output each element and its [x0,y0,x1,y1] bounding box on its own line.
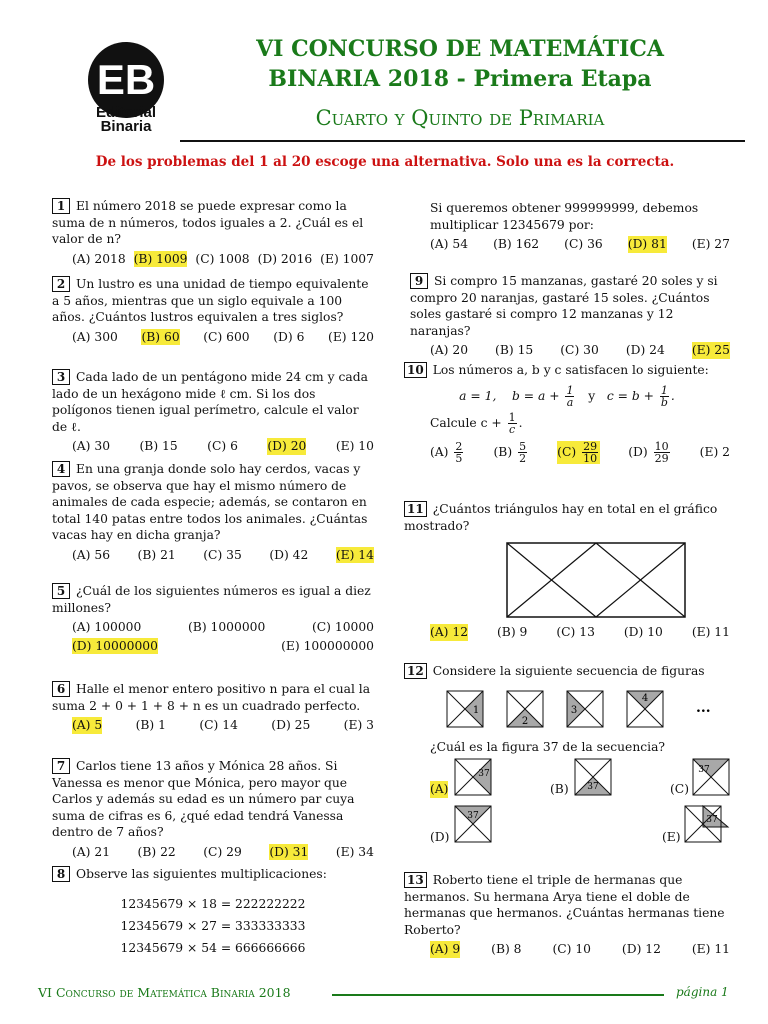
sequence-figure-3 [567,691,603,727]
option-a[interactable]: (A) 30 [72,439,111,453]
option-c[interactable]: (C) 10 [552,942,591,956]
option-e[interactable]: (E) 34 [335,844,374,859]
option-e[interactable]: (E) 1007 [320,251,374,266]
option-b[interactable]: (B) 21 [137,547,176,562]
triangles-figure [506,542,686,618]
option-c[interactable]: (C) 10000 [311,620,374,634]
ellipsis: ... [696,700,711,716]
option-a[interactable]: (A) $\frac{2}{5}$ [430,439,463,465]
option-e[interactable]: (E) 3 [343,718,374,732]
option-b[interactable]: (B) $\frac{5}{2}$ [493,439,527,465]
option-a[interactable]: (A) 300 [72,329,118,344]
option-b[interactable]: (B) 22 [137,844,176,859]
q12-option-d[interactable]: (D) [430,830,450,844]
svg-text:4: 4 [641,693,649,704]
option-c[interactable]: (C) 36 [564,237,603,251]
equation-and: y [588,388,596,403]
footer-left: VI Concurso de Matemática Binaria 2018 [38,985,291,1000]
option-b[interactable]: (B) 1009 [133,251,188,266]
svg-text:37: 37 [587,782,599,792]
option-c[interactable]: (C) 30 [560,343,599,357]
option-c[interactable]: (C) 6 [207,439,238,453]
logo-text-1: Editorial [95,104,156,121]
question-text: Observe las siguientes multiplicaciones: [76,867,327,881]
logo-text-2: Binaria [100,118,152,135]
option-e[interactable]: (E) 25 [691,343,730,357]
question-3 [52,369,374,455]
option-a[interactable]: (A) 20 [430,343,469,357]
instruction: De los problemas del 1 al 20 escoge una alternativa. Solo una es la correcta. [95,154,675,170]
option-d[interactable]: (D) 10000000 [72,638,158,653]
question-number: 1 [52,198,70,214]
question-number: 5 [52,583,70,599]
option-d[interactable]: (D) $\frac{10}{29}$ [628,439,669,465]
option-d[interactable]: (D) 2016 [257,251,313,266]
multiplication-line: 12345679 × 54 = 666666666 [120,940,306,955]
option-c[interactable]: (C) 600 [203,329,250,344]
question-text: Si compro 15 manzanas, gastaré 20 soles y si compro 20 naranjas, gastaré 15 soles. ¿Cuántos soles gastaré si compro 12 manzanas y 12 naranjas? [410,274,718,338]
question-text: ¿Cuántos triángulos hay en total en el gráfico mostrado? [404,502,718,533]
fraction: $\frac{1}{c}$ [508,410,516,436]
question-text: Los números a, b y c satisfacen lo siguiente: [432,363,709,377]
sequence-figure-2 [507,691,543,727]
multiplication-line: 12345679 × 27 = 333333333 [120,918,306,933]
option-b[interactable]: (B) 9 [497,625,528,639]
question-4 [52,461,374,563]
svg-text:37: 37 [698,765,710,775]
question-text: El número 2018 se puede expresar como la suma de n números, todos iguales a 2. ¿Cuál es el valor de n? [52,199,364,246]
q12-figure-e [684,805,730,843]
option-b[interactable]: (B) 15 [139,439,178,453]
question-8-continued [410,200,730,253]
question-text: Cada lado de un pentágono mide 24 cm y cada lado de un hexágono mide ℓ cm. Si los dos polígonos tienen igual perímetro, calcule el valor de ℓ. [52,370,368,434]
option-d[interactable]: (D) 81 [627,237,667,251]
q12-figure-a [454,758,492,796]
option-e[interactable]: (E) 2 [699,444,730,459]
option-a[interactable]: (A) 9 [430,942,461,956]
question-text: En una granja donde solo hay cerdos, vacas y pavos, se observa que hay el mismo número de animales de cada especie; además, se contaron en total 140 patas entre todos los animales. ¿Cuántas vacas hay en dicha granja? [52,462,368,542]
option-a[interactable]: (A) 21 [72,844,111,859]
question-number: 9 [410,273,428,289]
question-10: 10 Los números a, b y c satisfacen lo siguiente: a = 1, b = a + $\frac{1}{a}$ y c = b + $\frac{1}{b}$ . Calcule c + $\frac{1}{c}$ . (A) $\frac{2}{5}$ (B) $\frac{5}{2}$ (C) $\frac{29}{10}$ (D) $\frac{10}{29}$ (E) 2 [404,362,730,464]
option-e[interactable]: (E) 10 [335,439,374,453]
question-number: 6 [52,681,70,697]
option-e[interactable]: (E) 120 [328,329,374,344]
option-d[interactable]: (D) 20 [267,439,307,453]
option-d[interactable]: (D) 6 [273,329,305,344]
question-1 [52,198,374,267]
fraction: $\frac{1}{b}$ [660,383,668,409]
multiplication-line: 12345679 × 18 = 222222222 [120,896,306,911]
sequence-figure-4 [627,691,663,727]
option-b[interactable]: (B) 15 [495,343,534,357]
option-c[interactable]: (C) 13 [556,625,595,639]
question-text: Roberto tiene el triple de hermanas que hermanos. Su hermana Arya tiene el doble de hermanas que hermanos. ¿Cuántas hermanas tiene Roberto? [404,873,725,937]
title-line-2: BINARIA 2018 - Primera Etapa [268,66,652,92]
question-number: 3 [52,369,70,385]
question-number: 10 [404,362,427,378]
svg-text:2: 2 [521,716,529,727]
option-b[interactable]: (B) 162 [493,237,540,251]
option-e[interactable]: (E) 100000000 [281,638,374,653]
svg-text:37: 37 [706,815,718,825]
option-d[interactable]: (D) 42 [269,547,309,562]
question-text: Si queremos obtener 999999999, debemos multiplicar 12345679 por: [430,201,699,232]
question-text: Un lustro es una unidad de tiempo equivalente a 5 años, mientras que un siglo equivale a 100 años. ¿Cuántos lustros equivalen a tres siglos? [52,277,369,324]
svg-text:3: 3 [570,705,578,716]
option-d[interactable]: (D) 10 [623,625,663,639]
option-a[interactable]: (A) 2018 [72,251,126,266]
q12-figure-c [692,758,730,796]
equation-b: b = a + [512,388,560,403]
svg-text:EB: EB [96,56,156,103]
q12-figure-d [454,805,492,843]
option-b[interactable]: (B) 60 [141,329,180,344]
option-a[interactable]: (A) 5 [72,718,103,732]
q12-figure-b [574,758,612,796]
option-c[interactable]: (C) 1008 [195,251,250,266]
equation-c: c = b + [606,388,654,403]
question-number: 12 [404,663,427,679]
option-d[interactable]: (D) 31 [269,844,309,859]
svg-text:1: 1 [472,705,480,716]
sequence-figure-1 [447,691,483,727]
q12-option-c[interactable]: (C) [670,782,690,796]
header-rule [180,140,745,142]
question-5 [52,583,374,654]
option-e[interactable]: (E) 11 [691,625,730,639]
option-c[interactable]: (C) $\frac{29}{10}$ [557,441,600,464]
question-text: Halle el menor entero positivo n para el cual la suma 2 + 0 + 1 + 8 + n es un cuadrado perfecto. [52,682,371,713]
option-a[interactable]: (A) 12 [430,625,469,639]
option-b[interactable]: (B) 1000000 [187,620,266,634]
option-a[interactable]: (A) 56 [72,547,111,562]
q12-option-a[interactable]: (A) [430,782,449,796]
question-12 [404,663,730,680]
subtitle: Cuarto y Quinto de Primaria [315,106,605,130]
question-7 [52,758,374,860]
question-number: 2 [52,276,70,292]
equation-a: a = 1, [459,388,497,403]
fraction: $\frac{1}{a}$ [566,383,574,409]
question-12-ask: ¿Cuál es la figura 37 de la secuencia? [430,740,665,754]
option-d[interactable]: (D) 25 [271,718,311,732]
logo [86,40,166,136]
question-13 [404,872,730,958]
option-e[interactable]: (E) 11 [691,942,730,956]
option-c[interactable]: (C) 29 [203,844,242,859]
sequence-figures [446,690,736,730]
option-c[interactable]: (C) 35 [203,547,242,562]
footer-right: página 1 [676,985,729,999]
question-number: 7 [52,758,70,774]
option-d[interactable]: (D) 24 [625,343,665,357]
question-ask: Calcule c + [430,415,506,430]
question-2 [52,276,374,345]
question-number: 8 [52,866,70,882]
option-d[interactable]: (D) 12 [621,942,661,956]
question-11 [404,501,730,641]
question-9 [410,273,730,359]
question-text: Considere la siguiente secuencia de figuras [432,664,705,678]
svg-text:37: 37 [467,811,479,821]
question-number: 4 [52,461,70,477]
option-e[interactable]: (E) 27 [691,237,730,251]
q12-option-e[interactable]: (E) [662,830,681,844]
option-a[interactable]: (A) 100000 [72,620,142,634]
option-b[interactable]: (B) 1 [135,718,166,732]
question-text: ¿Cuál de los siguientes números es igual a diez millones? [52,584,371,615]
q12-option-b[interactable]: (B) [550,782,569,796]
footer-rule [332,994,664,996]
option-b[interactable]: (B) 8 [491,942,522,956]
question-8 [52,866,374,959]
question-text: Carlos tiene 13 años y Mónica 28 años. Si Vanessa es menor que Mónica, pero mayor que Carlos y además su edad es un número par cuya suma de cifras es 6, ¿qué edad tendrá Vanessa dentro de 7 años? [52,759,355,839]
svg-text:37: 37 [478,769,490,779]
option-e[interactable]: (E) 14 [335,547,374,562]
option-a[interactable]: (A) 54 [430,237,469,251]
title-line-1: VI CONCURSO DE MATEMÁTICA [256,36,664,62]
option-c[interactable]: (C) 14 [199,718,238,732]
question-6 [52,681,374,734]
question-number: 13 [404,872,427,888]
question-number: 11 [404,501,427,517]
